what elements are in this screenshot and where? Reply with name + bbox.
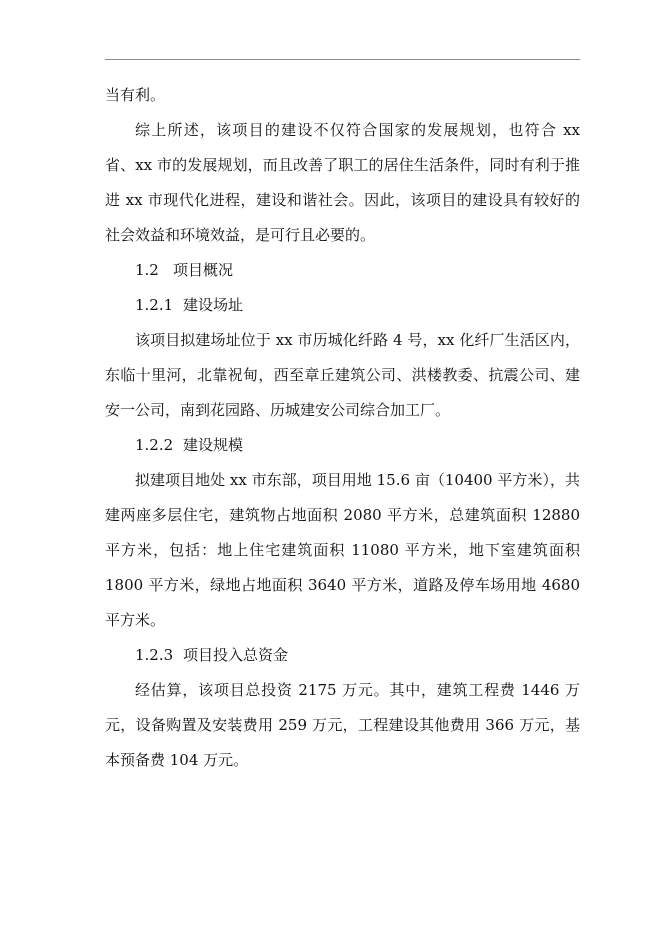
section-heading-1-2-2 — [105, 428, 580, 463]
section-heading-1-2-3 — [105, 638, 580, 673]
section-title: 建设场址 — [183, 296, 244, 314]
section-number: 1.2.3 — [135, 646, 174, 664]
site-paragraph: 该项目拟建场址位于 xx 市历城化纤路 4 号，xx 化纤厂生活区内，东临十里河，北靠祝甸，西至章丘建筑公司、洪楼教委、抗震公司、建安一公司，南到花园路、历城建安公司综合加工厂。 — [105, 331, 580, 419]
section-heading-1-2-1 — [105, 288, 580, 323]
section-heading-1-2 — [105, 253, 580, 288]
section-title: 项目概况 — [173, 261, 234, 279]
section-title: 建设规模 — [183, 436, 244, 454]
section-number: 1.2.2 — [135, 436, 174, 454]
summary-paragraph: 综上所述，该项目的建设不仅符合国家的发展规划，也符合 xx 省、xx 市的发展规划，而且改善了职工的居住生活条件，同时有利于推进 xx 市现代化进程，建设和谐社会。因此，该项目的建设具有较好的社会效益和环境效益，是可行且必要的。 — [105, 121, 580, 244]
section-title: 项目投入总资金 — [183, 646, 289, 664]
section-number: 1.2 — [135, 261, 159, 279]
header-rule — [105, 59, 580, 60]
continued-paragraph: 当有利。 — [105, 86, 166, 104]
document-body — [105, 78, 580, 778]
investment-paragraph: 经估算，该项目总投资 2175 万元。其中，建筑工程费 1446 万元，设备购置及安装费用 259 万元，工程建设其他费用 366 万元，基本预备费 104 万元。 — [105, 681, 580, 769]
section-number: 1.2.1 — [135, 296, 174, 314]
scale-paragraph: 拟建项目地处 xx 市东部，项目用地 15.6 亩（10400 平方米），共建两座多层住宅，建筑物占地面积 2080 平方米，总建筑面积 12880 平方米，包括：地上住宅建筑面积 11080 平方米，地下室建筑面积 1800 平方米，绿地占地面积 3640 平方米，道路及停车场用地 4680 平方米。 — [105, 471, 580, 629]
